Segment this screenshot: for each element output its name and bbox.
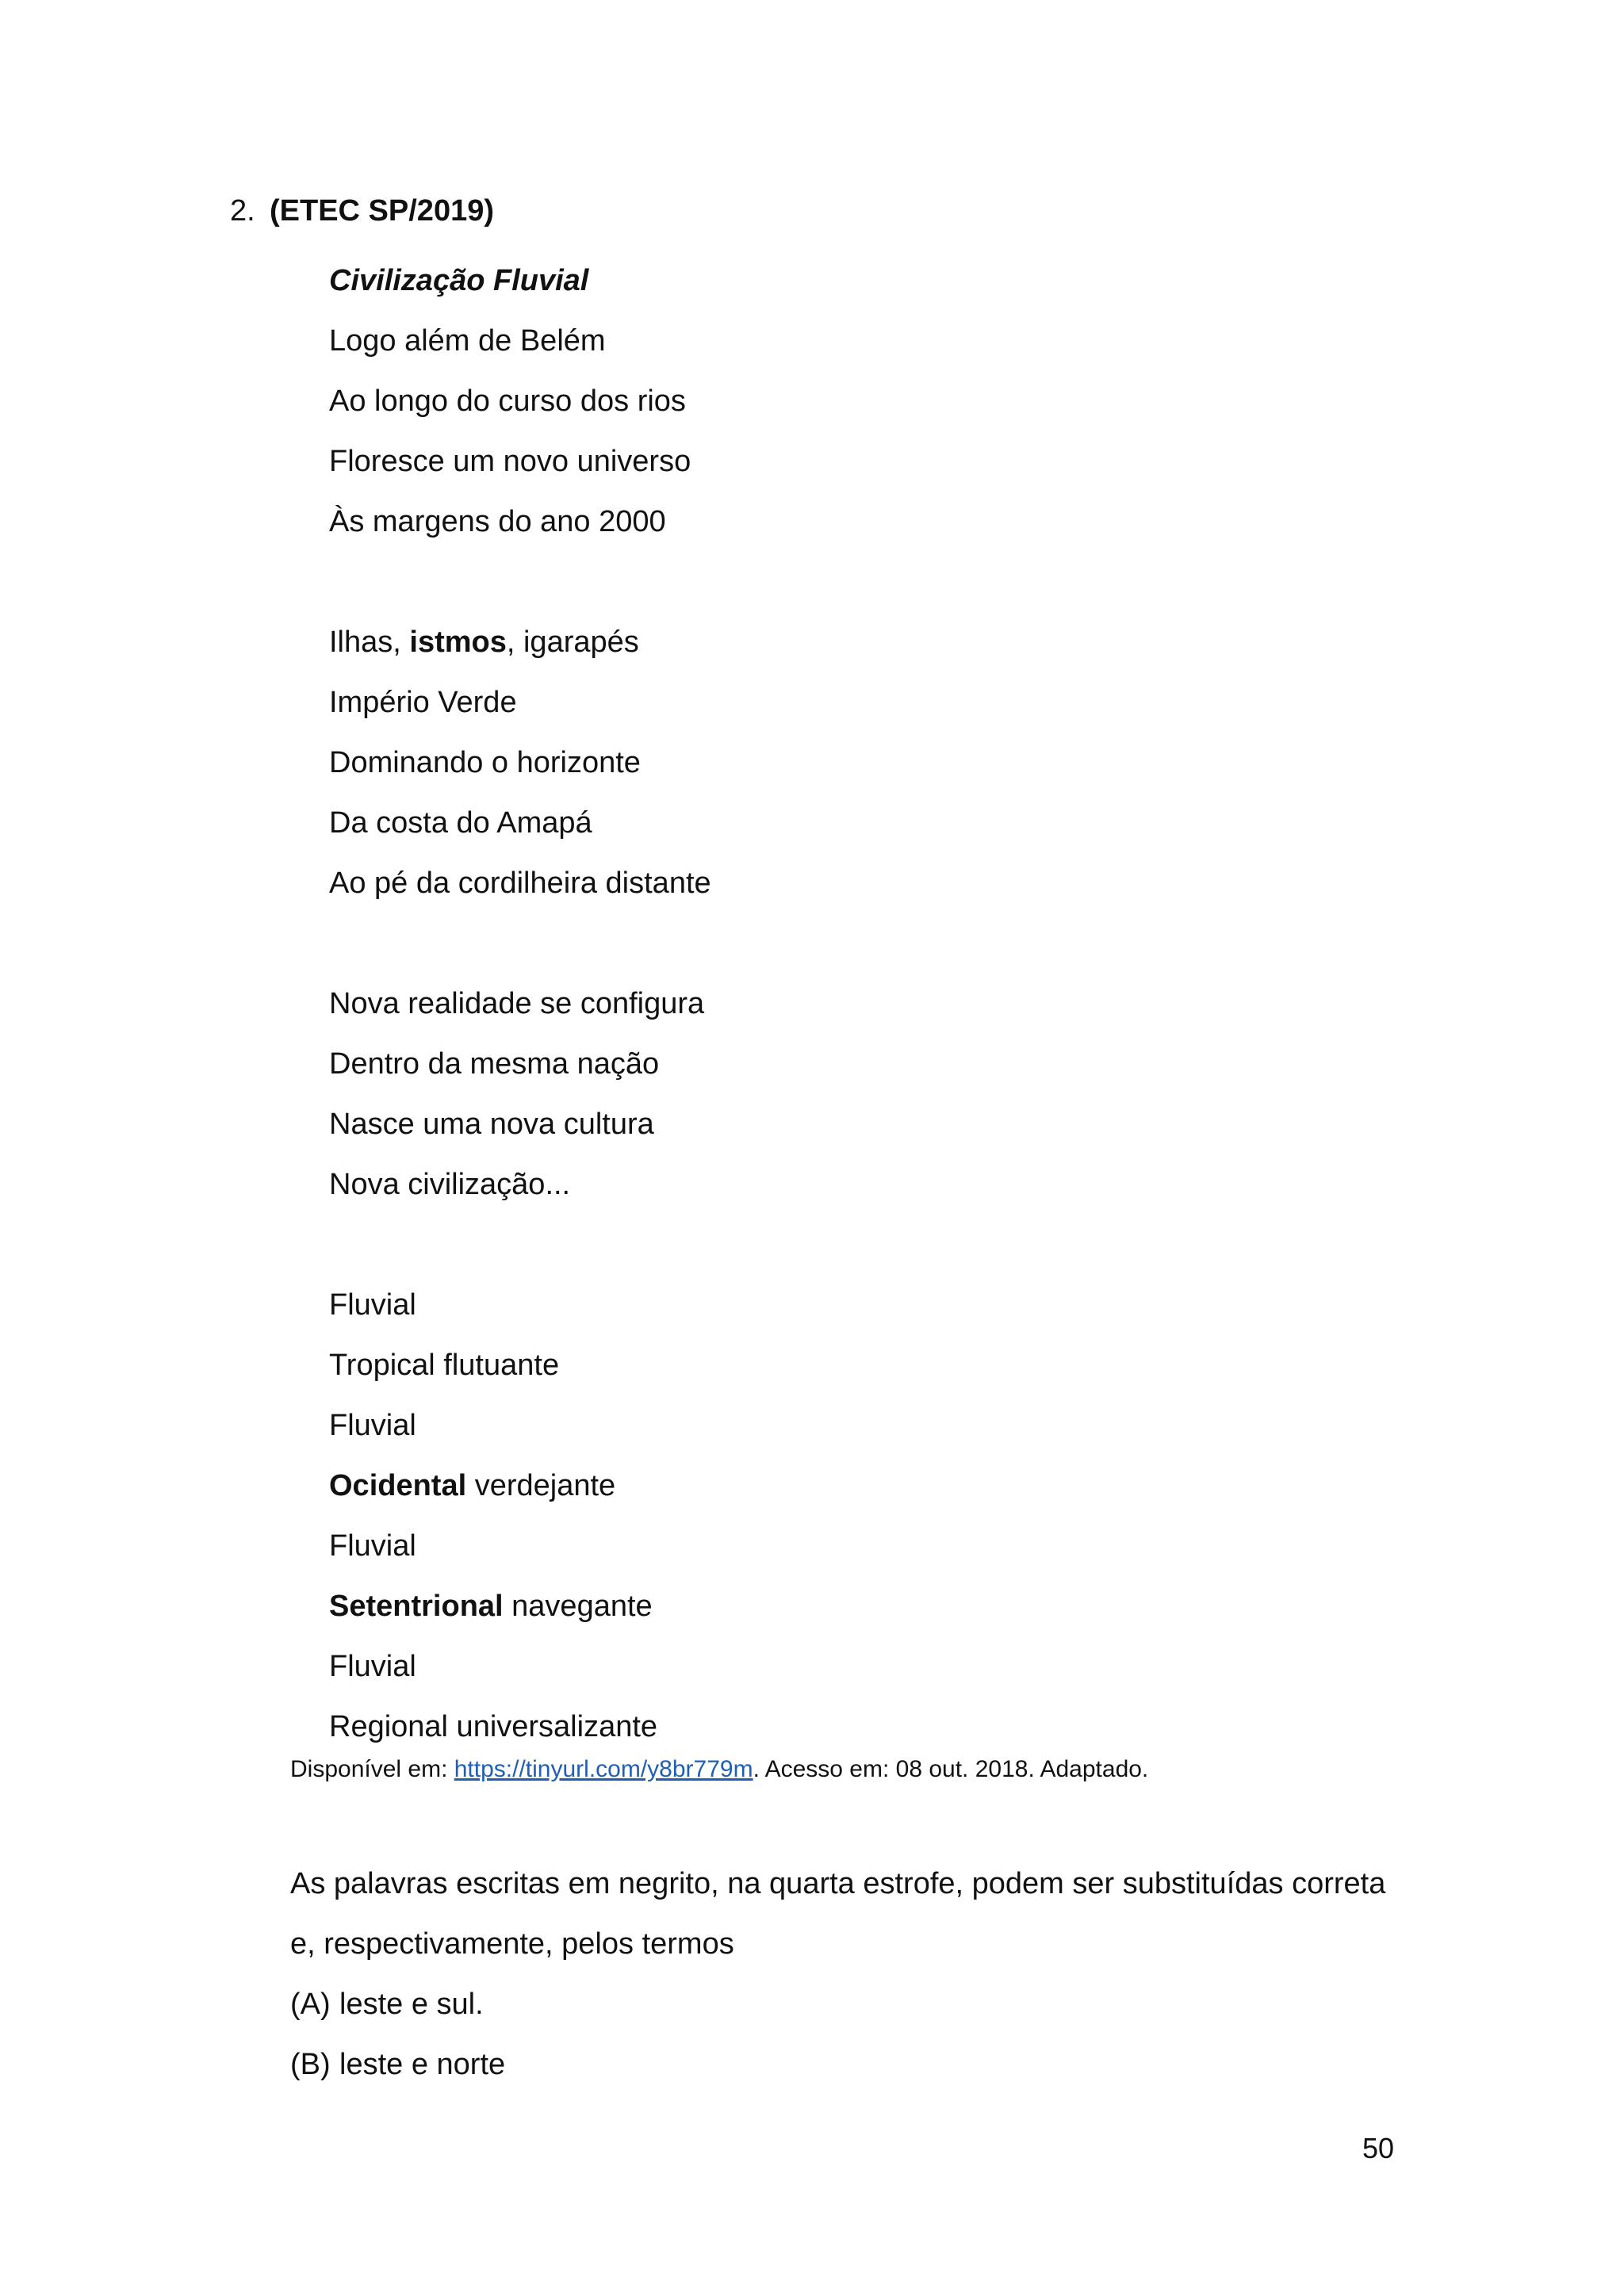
verse-text: Logo além de Belém <box>329 324 606 358</box>
answer-option <box>290 1974 1400 2034</box>
option-text: leste e norte <box>339 2048 506 2081</box>
option-letter: (B) <box>290 2048 331 2081</box>
verse-line <box>329 672 1439 733</box>
verse-text: Nova civilização... <box>329 1168 571 1201</box>
page-number: 50 <box>1362 2132 1395 2164</box>
verse-text: Império Verde <box>329 686 517 719</box>
verse-text: Fluvial <box>329 1409 416 1442</box>
verse-line <box>329 492 1439 552</box>
poem <box>329 251 1439 1757</box>
verse-line <box>329 371 1439 431</box>
question-source: (ETEC SP/2019) <box>270 194 494 228</box>
verse-line <box>329 431 1439 492</box>
verse-text: Fluvial <box>329 1288 416 1322</box>
verse-line <box>329 1034 1439 1094</box>
source-citation <box>290 1752 1148 1787</box>
option-text: leste e sul. <box>339 1988 484 2021</box>
question-header <box>230 190 494 232</box>
verse-text: Fluvial <box>329 1529 416 1563</box>
verse-text: navegante <box>503 1590 653 1623</box>
verse-text: Nova realidade se configura <box>329 987 705 1020</box>
verse-line <box>329 1576 1439 1636</box>
verse-text: , igarapés <box>506 626 639 659</box>
stanza <box>329 311 1439 552</box>
verse-text: Fluvial <box>329 1650 416 1683</box>
verse-line <box>329 1335 1439 1395</box>
verse-line <box>329 974 1439 1034</box>
answer-options <box>290 1974 1400 2095</box>
verse-text: Nasce uma nova cultura <box>329 1108 654 1141</box>
verse-text: Às margens do ano 2000 <box>329 505 666 538</box>
verse-line <box>329 1697 1439 1757</box>
source-suffix: . Acesso em: 08 out. 2018. Adaptado. <box>753 1756 1149 1782</box>
poem-stanzas <box>329 311 1439 1757</box>
source-prefix: Disponível em: <box>290 1756 454 1782</box>
verse-text: Dominando o horizonte <box>329 746 641 779</box>
stanza <box>329 974 1439 1215</box>
verse-line <box>329 1456 1439 1516</box>
stanza <box>329 612 1439 913</box>
verse-line <box>329 1636 1439 1697</box>
bold-word: Setentrional <box>329 1590 504 1623</box>
verse-text: Ilhas, <box>329 626 410 659</box>
option-letter: (A) <box>290 1988 331 2021</box>
verse-line <box>329 612 1439 672</box>
verse-line <box>329 1516 1439 1576</box>
verse-line <box>329 793 1439 853</box>
bold-word: Ocidental <box>329 1469 467 1502</box>
verse-line <box>329 311 1439 371</box>
verse-text: Ao pé da cordilheira distante <box>329 867 711 900</box>
verse-line <box>329 1154 1439 1215</box>
verse-text: Floresce um novo universo <box>329 445 691 478</box>
question-body <box>290 1854 1400 2095</box>
poem-title: Civilização Fluvial <box>329 264 589 297</box>
verse-line <box>329 733 1439 793</box>
answer-option <box>290 2034 1400 2095</box>
verse-line <box>329 853 1439 913</box>
verse-text: Ao longo do curso dos rios <box>329 385 686 418</box>
verse-line <box>329 1094 1439 1154</box>
verse-text: Dentro da mesma nação <box>329 1047 660 1081</box>
question-prompt: As palavras escritas em negrito, na quarta estrofe, podem ser substituídas correta e, respectivamente, pelos termos <box>290 1867 1386 1961</box>
question-number: 2. <box>230 194 255 228</box>
bold-word: istmos <box>409 626 507 659</box>
verse-text: Da costa do Amapá <box>329 806 592 840</box>
verse-line <box>329 1395 1439 1456</box>
verse-line <box>329 1275 1439 1335</box>
source-link[interactable]: https://tinyurl.com/y8br779m <box>454 1756 753 1782</box>
verse-text: Regional universalizante <box>329 1710 658 1743</box>
verse-text: Tropical flutuante <box>329 1349 560 1382</box>
stanza <box>329 1275 1439 1757</box>
verse-text: verdejante <box>466 1469 616 1502</box>
